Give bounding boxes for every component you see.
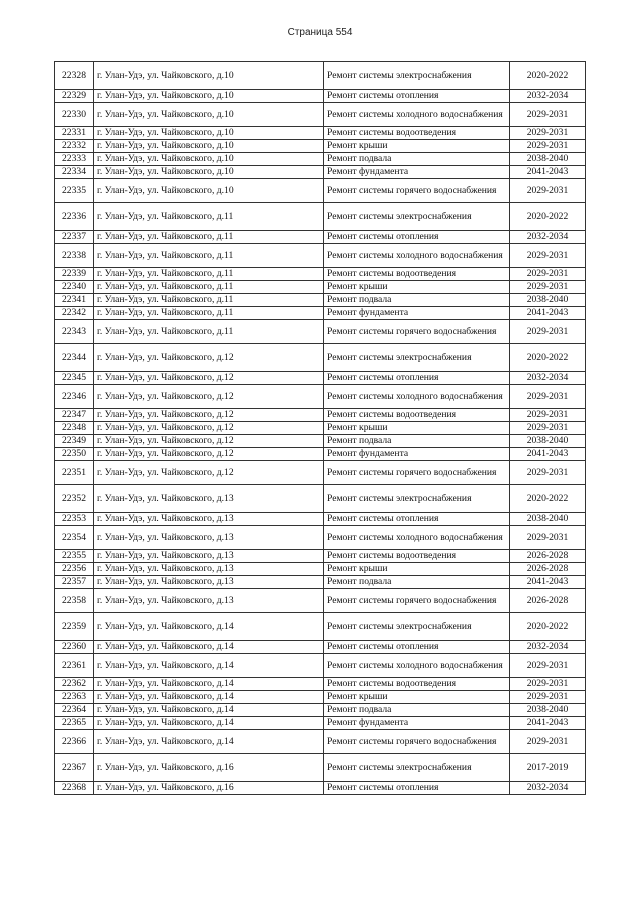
cell-number: 22357 <box>55 576 94 589</box>
cell-period: 2041-2043 <box>510 576 586 589</box>
cell-period: 2020-2022 <box>510 62 586 90</box>
cell-work-type: Ремонт подвала <box>324 576 510 589</box>
cell-work-type: Ремонт подвала <box>324 294 510 307</box>
table-row <box>55 127 586 140</box>
cell-period: 2029-2031 <box>510 730 586 754</box>
cell-period: 2029-2031 <box>510 678 586 691</box>
cell-work-type: Ремонт системы отопления <box>324 782 510 795</box>
cell-number: 22330 <box>55 103 94 127</box>
cell-work-type: Ремонт крыши <box>324 281 510 294</box>
cell-number: 22352 <box>55 485 94 513</box>
cell-address: г. Улан-Удэ, ул. Чайковского, д.14 <box>94 717 324 730</box>
cell-work-type: Ремонт системы холодного водоснабжения <box>324 654 510 678</box>
cell-address: г. Улан-Удэ, ул. Чайковского, д.12 <box>94 409 324 422</box>
cell-address: г. Улан-Удэ, ул. Чайковского, д.12 <box>94 385 324 409</box>
cell-address: г. Улан-Удэ, ул. Чайковского, д.13 <box>94 563 324 576</box>
cell-address: г. Улан-Удэ, ул. Чайковского, д.14 <box>94 678 324 691</box>
cell-address: г. Улан-Удэ, ул. Чайковского, д.14 <box>94 730 324 754</box>
cell-address: г. Улан-Удэ, ул. Чайковского, д.14 <box>94 654 324 678</box>
cell-period: 2038-2040 <box>510 513 586 526</box>
cell-work-type: Ремонт системы водоотведения <box>324 409 510 422</box>
cell-period: 2017-2019 <box>510 754 586 782</box>
cell-work-type: Ремонт крыши <box>324 691 510 704</box>
cell-period: 2020-2022 <box>510 344 586 372</box>
cell-address: г. Улан-Удэ, ул. Чайковского, д.11 <box>94 268 324 281</box>
cell-number: 22366 <box>55 730 94 754</box>
cell-period: 2032-2034 <box>510 372 586 385</box>
table-row <box>55 281 586 294</box>
table-row <box>55 754 586 782</box>
cell-number: 22342 <box>55 307 94 320</box>
cell-period: 2038-2040 <box>510 704 586 717</box>
cell-address: г. Улан-Удэ, ул. Чайковского, д.10 <box>94 140 324 153</box>
table-row <box>55 563 586 576</box>
cell-number: 22341 <box>55 294 94 307</box>
cell-address: г. Улан-Удэ, ул. Чайковского, д.14 <box>94 613 324 641</box>
cell-address: г. Улан-Удэ, ул. Чайковского, д.11 <box>94 307 324 320</box>
table-row <box>55 730 586 754</box>
cell-work-type: Ремонт системы горячего водоснабжения <box>324 461 510 485</box>
cell-number: 22358 <box>55 589 94 613</box>
cell-number: 22331 <box>55 127 94 140</box>
cell-address: г. Улан-Удэ, ул. Чайковского, д.11 <box>94 203 324 231</box>
cell-number: 22361 <box>55 654 94 678</box>
cell-period: 2029-2031 <box>510 461 586 485</box>
cell-number: 22338 <box>55 244 94 268</box>
cell-work-type: Ремонт системы отопления <box>324 372 510 385</box>
cell-work-type: Ремонт системы холодного водоснабжения <box>324 385 510 409</box>
cell-period: 2038-2040 <box>510 153 586 166</box>
cell-number: 22340 <box>55 281 94 294</box>
cell-number: 22360 <box>55 641 94 654</box>
cell-work-type: Ремонт подвала <box>324 704 510 717</box>
cell-number: 22335 <box>55 179 94 203</box>
cell-period: 2029-2031 <box>510 526 586 550</box>
cell-work-type: Ремонт системы отопления <box>324 231 510 244</box>
table-row <box>55 435 586 448</box>
cell-work-type: Ремонт фундамента <box>324 448 510 461</box>
table-row <box>55 526 586 550</box>
table-row <box>55 576 586 589</box>
cell-work-type: Ремонт фундамента <box>324 166 510 179</box>
table-row <box>55 244 586 268</box>
cell-period: 2029-2031 <box>510 281 586 294</box>
cell-number: 22344 <box>55 344 94 372</box>
cell-number: 22336 <box>55 203 94 231</box>
cell-address: г. Улан-Удэ, ул. Чайковского, д.13 <box>94 550 324 563</box>
table-row <box>55 641 586 654</box>
cell-number: 22349 <box>55 435 94 448</box>
cell-period: 2029-2031 <box>510 654 586 678</box>
cell-work-type: Ремонт системы водоотведения <box>324 678 510 691</box>
cell-period: 2029-2031 <box>510 140 586 153</box>
cell-number: 22334 <box>55 166 94 179</box>
cell-period: 2038-2040 <box>510 294 586 307</box>
table-row <box>55 385 586 409</box>
cell-period: 2041-2043 <box>510 717 586 730</box>
cell-address: г. Улан-Удэ, ул. Чайковского, д.12 <box>94 344 324 372</box>
table-row <box>55 203 586 231</box>
cell-number: 22346 <box>55 385 94 409</box>
cell-work-type: Ремонт системы отопления <box>324 513 510 526</box>
table-row <box>55 344 586 372</box>
table-row <box>55 717 586 730</box>
cell-period: 2026-2028 <box>510 589 586 613</box>
cell-address: г. Улан-Удэ, ул. Чайковского, д.14 <box>94 704 324 717</box>
cell-number: 22339 <box>55 268 94 281</box>
cell-period: 2026-2028 <box>510 550 586 563</box>
cell-number: 22365 <box>55 717 94 730</box>
table-row <box>55 231 586 244</box>
cell-number: 22353 <box>55 513 94 526</box>
table-row <box>55 513 586 526</box>
cell-address: г. Улан-Удэ, ул. Чайковского, д.12 <box>94 372 324 385</box>
cell-address: г. Улан-Удэ, ул. Чайковского, д.10 <box>94 166 324 179</box>
cell-address: г. Улан-Удэ, ул. Чайковского, д.10 <box>94 90 324 103</box>
cell-number: 22328 <box>55 62 94 90</box>
cell-work-type: Ремонт системы электроснабжения <box>324 754 510 782</box>
table-row <box>55 166 586 179</box>
cell-period: 2029-2031 <box>510 244 586 268</box>
table-row <box>55 422 586 435</box>
cell-period: 2029-2031 <box>510 409 586 422</box>
cell-work-type: Ремонт системы горячего водоснабжения <box>324 320 510 344</box>
table-row <box>55 691 586 704</box>
cell-number: 22347 <box>55 409 94 422</box>
table-row <box>55 448 586 461</box>
cell-work-type: Ремонт фундамента <box>324 307 510 320</box>
cell-address: г. Улан-Удэ, ул. Чайковского, д.12 <box>94 435 324 448</box>
cell-period: 2041-2043 <box>510 166 586 179</box>
cell-address: г. Улан-Удэ, ул. Чайковского, д.14 <box>94 691 324 704</box>
cell-period: 2029-2031 <box>510 103 586 127</box>
page-title: Страница 554 <box>287 27 353 38</box>
cell-work-type: Ремонт системы холодного водоснабжения <box>324 103 510 127</box>
cell-address: г. Улан-Удэ, ул. Чайковского, д.13 <box>94 485 324 513</box>
table-row <box>55 782 586 795</box>
cell-work-type: Ремонт подвала <box>324 435 510 448</box>
table-row <box>55 613 586 641</box>
table-row <box>55 153 586 166</box>
cell-number: 22355 <box>55 550 94 563</box>
cell-work-type: Ремонт системы холодного водоснабжения <box>324 526 510 550</box>
cell-work-type: Ремонт крыши <box>324 422 510 435</box>
cell-period: 2032-2034 <box>510 782 586 795</box>
cell-work-type: Ремонт крыши <box>324 563 510 576</box>
table-row <box>55 461 586 485</box>
cell-number: 22368 <box>55 782 94 795</box>
cell-number: 22362 <box>55 678 94 691</box>
table-row <box>55 678 586 691</box>
cell-address: г. Улан-Удэ, ул. Чайковского, д.10 <box>94 62 324 90</box>
cell-number: 22354 <box>55 526 94 550</box>
cell-work-type: Ремонт фундамента <box>324 717 510 730</box>
cell-address: г. Улан-Удэ, ул. Чайковского, д.12 <box>94 422 324 435</box>
cell-address: г. Улан-Удэ, ул. Чайковского, д.13 <box>94 526 324 550</box>
cell-period: 2029-2031 <box>510 179 586 203</box>
repair-schedule-table <box>54 61 586 795</box>
table-row <box>55 140 586 153</box>
cell-work-type: Ремонт системы электроснабжения <box>324 485 510 513</box>
cell-work-type: Ремонт системы водоотведения <box>324 268 510 281</box>
cell-number: 22348 <box>55 422 94 435</box>
cell-period: 2029-2031 <box>510 422 586 435</box>
cell-number: 22332 <box>55 140 94 153</box>
table-row <box>55 589 586 613</box>
cell-address: г. Улан-Удэ, ул. Чайковского, д.13 <box>94 513 324 526</box>
cell-period: 2032-2034 <box>510 231 586 244</box>
cell-period: 2041-2043 <box>510 307 586 320</box>
table-row <box>55 179 586 203</box>
cell-period: 2041-2043 <box>510 448 586 461</box>
table-row <box>55 654 586 678</box>
cell-number: 22351 <box>55 461 94 485</box>
cell-work-type: Ремонт системы горячего водоснабжения <box>324 730 510 754</box>
cell-period: 2020-2022 <box>510 613 586 641</box>
cell-period: 2020-2022 <box>510 203 586 231</box>
cell-period: 2032-2034 <box>510 90 586 103</box>
cell-work-type: Ремонт системы электроснабжения <box>324 613 510 641</box>
cell-address: г. Улан-Удэ, ул. Чайковского, д.14 <box>94 641 324 654</box>
cell-number: 22359 <box>55 613 94 641</box>
table-row <box>55 409 586 422</box>
table-row <box>55 103 586 127</box>
cell-work-type: Ремонт системы горячего водоснабжения <box>324 589 510 613</box>
table-row <box>55 320 586 344</box>
cell-work-type: Ремонт крыши <box>324 140 510 153</box>
cell-work-type: Ремонт системы электроснабжения <box>324 344 510 372</box>
cell-address: г. Улан-Удэ, ул. Чайковского, д.10 <box>94 153 324 166</box>
cell-period: 2032-2034 <box>510 641 586 654</box>
cell-address: г. Улан-Удэ, ул. Чайковского, д.13 <box>94 576 324 589</box>
cell-number: 22337 <box>55 231 94 244</box>
cell-address: г. Улан-Удэ, ул. Чайковского, д.11 <box>94 231 324 244</box>
cell-work-type: Ремонт системы холодного водоснабжения <box>324 244 510 268</box>
cell-period: 2029-2031 <box>510 268 586 281</box>
cell-address: г. Улан-Удэ, ул. Чайковского, д.10 <box>94 103 324 127</box>
cell-work-type: Ремонт системы водоотведения <box>324 550 510 563</box>
cell-address: г. Улан-Удэ, ул. Чайковского, д.16 <box>94 782 324 795</box>
table-row <box>55 307 586 320</box>
cell-period: 2020-2022 <box>510 485 586 513</box>
cell-number: 22345 <box>55 372 94 385</box>
table-row <box>55 90 586 103</box>
cell-address: г. Улан-Удэ, ул. Чайковского, д.11 <box>94 281 324 294</box>
cell-number: 22343 <box>55 320 94 344</box>
cell-period: 2038-2040 <box>510 435 586 448</box>
cell-period: 2029-2031 <box>510 691 586 704</box>
cell-work-type: Ремонт системы водоотведения <box>324 127 510 140</box>
cell-number: 22329 <box>55 90 94 103</box>
cell-number: 22363 <box>55 691 94 704</box>
cell-work-type: Ремонт системы отопления <box>324 641 510 654</box>
cell-address: г. Улан-Удэ, ул. Чайковского, д.11 <box>94 294 324 307</box>
cell-number: 22356 <box>55 563 94 576</box>
table-row <box>55 268 586 281</box>
cell-address: г. Улан-Удэ, ул. Чайковского, д.12 <box>94 461 324 485</box>
cell-address: г. Улан-Удэ, ул. Чайковского, д.10 <box>94 127 324 140</box>
cell-period: 2026-2028 <box>510 563 586 576</box>
cell-period: 2029-2031 <box>510 127 586 140</box>
cell-period: 2029-2031 <box>510 385 586 409</box>
cell-work-type: Ремонт системы электроснабжения <box>324 62 510 90</box>
cell-period: 2029-2031 <box>510 320 586 344</box>
cell-address: г. Улан-Удэ, ул. Чайковского, д.12 <box>94 448 324 461</box>
cell-address: г. Улан-Удэ, ул. Чайковского, д.13 <box>94 589 324 613</box>
cell-address: г. Улан-Удэ, ул. Чайковского, д.11 <box>94 244 324 268</box>
cell-number: 22364 <box>55 704 94 717</box>
cell-work-type: Ремонт системы отопления <box>324 90 510 103</box>
cell-address: г. Улан-Удэ, ул. Чайковского, д.16 <box>94 754 324 782</box>
cell-number: 22367 <box>55 754 94 782</box>
table-row <box>55 372 586 385</box>
table-row <box>55 62 586 90</box>
table-row <box>55 704 586 717</box>
table-body <box>55 62 586 795</box>
table-row <box>55 485 586 513</box>
table-row <box>55 550 586 563</box>
table-row <box>55 294 586 307</box>
cell-work-type: Ремонт подвала <box>324 153 510 166</box>
cell-address: г. Улан-Удэ, ул. Чайковского, д.11 <box>94 320 324 344</box>
cell-address: г. Улан-Удэ, ул. Чайковского, д.10 <box>94 179 324 203</box>
cell-work-type: Ремонт системы электроснабжения <box>324 203 510 231</box>
cell-work-type: Ремонт системы горячего водоснабжения <box>324 179 510 203</box>
cell-number: 22333 <box>55 153 94 166</box>
cell-number: 22350 <box>55 448 94 461</box>
